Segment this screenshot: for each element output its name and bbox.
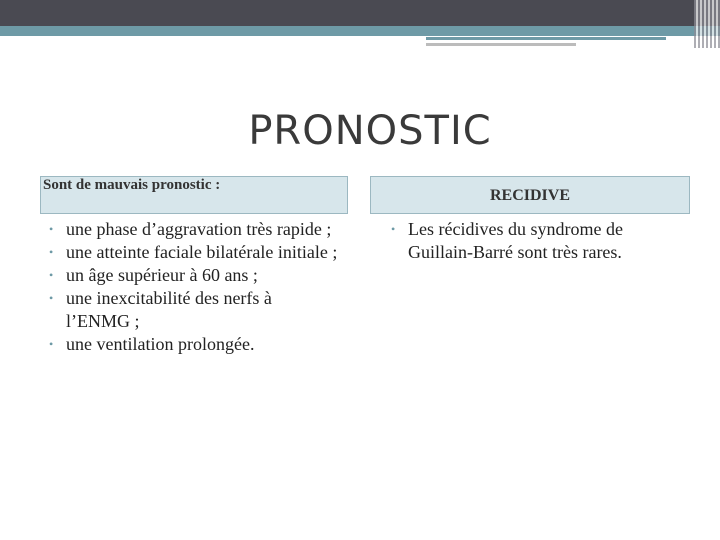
bullet-icon: • <box>391 222 396 236</box>
bullet-icon: • <box>49 291 54 305</box>
top-accent-bar <box>0 26 720 36</box>
list-item-text: une ventilation prolongée. <box>66 334 255 354</box>
decorative-stripes <box>694 0 720 48</box>
list-item-text: une inexcitabilité des nerfs à l’ENMG ; <box>66 288 272 331</box>
list-item <box>40 264 340 287</box>
bullet-icon: • <box>49 337 54 351</box>
bullet-icon: • <box>49 245 54 259</box>
list-item <box>40 287 340 333</box>
list-item-text: Les récidives du syndrome de Guillain-Barré sont très rares. <box>408 219 623 262</box>
list-item <box>40 218 340 241</box>
list-item-text: une phase d’aggravation très rapide ; <box>66 219 332 239</box>
right-bullet-list <box>382 218 692 264</box>
list-item-text: une atteinte faciale bilatérale initiale ; <box>66 242 338 262</box>
decorative-line <box>426 43 576 46</box>
decorative-line <box>426 37 666 40</box>
left-bullet-list <box>40 218 340 356</box>
list-item-text: un âge supérieur à 60 ans ; <box>66 265 258 285</box>
top-bar <box>0 0 720 26</box>
list-item <box>40 333 340 356</box>
bullet-icon: • <box>49 222 54 236</box>
list-item <box>382 218 692 264</box>
right-column-header: RECIDIVE <box>370 176 690 214</box>
bullet-icon: • <box>49 268 54 282</box>
left-column-header: Sont de mauvais pronostic : <box>40 176 348 214</box>
slide-title: PRONOSTIC <box>248 108 492 154</box>
list-item <box>40 241 340 264</box>
